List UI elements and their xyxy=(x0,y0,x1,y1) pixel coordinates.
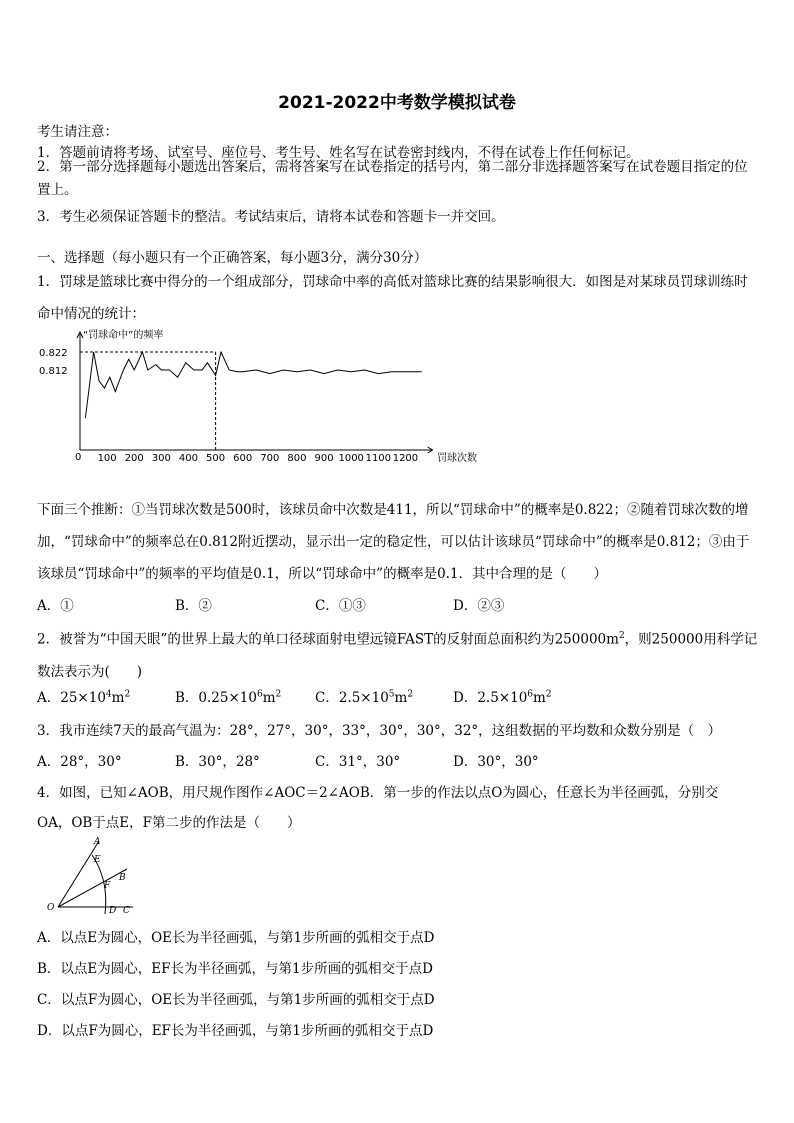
x-tick-label: 100 xyxy=(97,453,117,464)
chart-series xyxy=(85,352,421,418)
q2-option-c[interactable]: C．$2.5\times 10^5m^2$ xyxy=(315,689,414,706)
x-tick-label: 600 xyxy=(233,453,253,464)
notice-item-3: 3．考生必须保证答题卡的整洁。考试结束后，请将本试卷和答题卡一并交回。 xyxy=(37,209,505,225)
frequency-series-line xyxy=(85,352,421,418)
label-f: F xyxy=(104,881,111,891)
notice-item-2: 2．第一部分选择题每小题选出答案后，需将答案写在试卷指定的括号内，第二部分非选择题答案写在试卷题目指定的位置上。 xyxy=(37,159,748,198)
q1-option-c[interactable]: C．①③ xyxy=(315,598,366,614)
x-tick-label: 500 xyxy=(206,453,226,464)
q3-stem: 3．我市连续7天的最高气温为：28°，27°，30°，33°，30°，30°，32°，这组数据的平均数和众数分别是（ ） xyxy=(37,723,722,739)
chart-xlabel: 罚球次数 xyxy=(437,453,477,464)
x-tick-label: 1200 xyxy=(392,453,419,464)
q2-stem-b: ，则250000用科学记数法表示为( ) xyxy=(37,631,758,680)
q4-option-d[interactable]: D．以点F为圆心，EF长为半径画弧，与第1步所画的弧相交于点D xyxy=(37,1023,434,1039)
label-o: O xyxy=(47,903,55,913)
label-e: E xyxy=(94,855,101,865)
frequency-chart xyxy=(37,326,497,468)
q4-stem-line1: 4．如图，已知∠AOB，用尺规作图作∠AOC＝2∠AOB．第一步的作法以点O为圆心，任意长为半径画弧，分别交 xyxy=(37,785,719,801)
q3-option-a[interactable]: A．28°，30° xyxy=(37,754,122,770)
angle-construction-figure xyxy=(37,835,147,915)
q2-option-b[interactable]: B．$0.25\times 10^6m^2$ xyxy=(175,689,282,706)
x-tick-label: 700 xyxy=(260,453,280,464)
label-c: C xyxy=(123,906,130,915)
chart-axes xyxy=(77,332,433,453)
q2-stem xyxy=(37,620,759,688)
notice-item-1: 1．答题前请将考场、试室号、座位号、考生号、姓名写在试卷密封线内，不得在试卷上作任何标记。 xyxy=(37,145,640,161)
label-b: B xyxy=(119,873,126,883)
x-tick-label: 800 xyxy=(287,453,307,464)
q1-option-b[interactable]: B．② xyxy=(175,598,212,614)
x-tick-label: 400 xyxy=(178,453,199,464)
label-a: A xyxy=(94,837,101,847)
ray-oa xyxy=(58,841,99,907)
section-heading: 一、选择题（每小题只有一个正确答案，每小题3分，满分30分） xyxy=(37,250,428,266)
y-tick-label: 0.812 xyxy=(39,366,68,377)
q1-option-d[interactable]: D．②③ xyxy=(453,598,505,614)
page-title: 2021-2022中考数学模拟试卷 xyxy=(278,93,516,113)
chart-ylabel: “罚球命中”的频率 xyxy=(83,330,164,341)
q2-option-a[interactable]: A．$25\times 10^4m^2$ xyxy=(37,689,131,706)
q3-option-d[interactable]: D．30°，30° xyxy=(453,754,539,770)
q2-stem-sup: 2 xyxy=(618,631,625,641)
q2-stem-a: 2．被誉为“中国天眼”的世界上最大的单口径球面射电望远镜FAST的反射面总面积约为250000m xyxy=(37,631,619,648)
x-tick-label: 900 xyxy=(314,453,334,464)
q3-option-c[interactable]: C．31°，30° xyxy=(315,754,401,770)
x-tick-label: 200 xyxy=(124,453,144,464)
x-tick-label: 300 xyxy=(151,453,171,464)
chart-reference-lines xyxy=(80,352,216,450)
q1-stem: 1．罚球是篮球比赛中得分的一个组成部分，罚球命中率的高低对篮球比赛的结果影响很大．如图是对某球员罚球训练时命中情况的统计： xyxy=(37,274,748,322)
y-tick-label: 0.822 xyxy=(39,348,68,359)
x-tick-label: 1000 xyxy=(338,453,364,464)
q1-body: 下面三个推断：①当罚球次数是500时，该球员命中次数是411，所以“罚球命中”的概率是0.822；②随着罚球次数的增加，“罚球命中”的频率总在0.812附近摆动，显示出一定的稳定性，可以估计该球员“罚球命中”的概率是0.812；③由于该球员“罚球命中”的频率的平均值是0.1，所以“罚球命中”的概率是0.1．其中合理的是（ ） xyxy=(37,502,750,582)
ray-ob xyxy=(58,869,127,907)
q2-option-d[interactable]: D．$2.5\times 10^6m^2$ xyxy=(453,689,552,706)
label-d: D xyxy=(109,906,117,915)
q4-option-a[interactable]: A．以点E为圆心，OE长为半径画弧，与第1步所画的弧相交于点D xyxy=(37,930,435,946)
q1-option-a[interactable]: A．① xyxy=(37,598,74,614)
chart-origin-label: 0 xyxy=(75,452,82,463)
notice-heading: 考生请注意： xyxy=(37,124,118,140)
q4-option-b[interactable]: B．以点E为圆心，EF长为半径画弧，与第1步所画的弧相交于点D xyxy=(37,961,433,977)
q4-option-c[interactable]: C．以点F为圆心，OE长为半径画弧，与第1步所画的弧相交于点D xyxy=(37,992,435,1008)
q3-option-b[interactable]: B．30°，28° xyxy=(175,754,260,770)
x-tick-label: 1100 xyxy=(365,453,392,464)
q4-stem-line2: OA，OB于点E，F第二步的作法是（ ） xyxy=(37,815,301,831)
